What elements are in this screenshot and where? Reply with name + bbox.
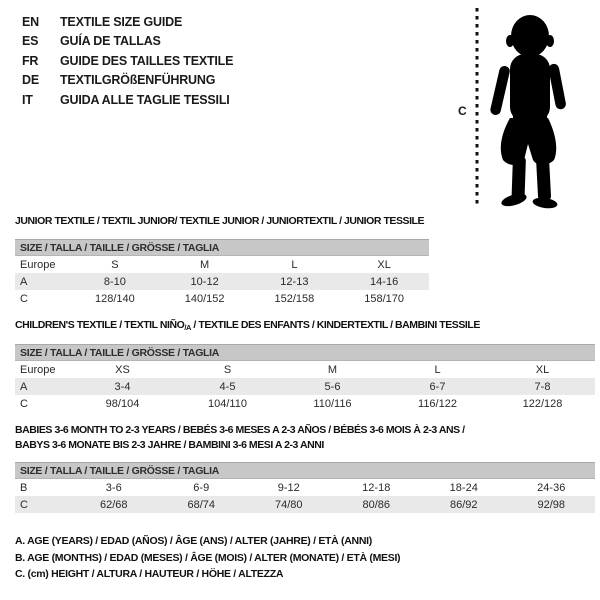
size-cell: 3-4 — [114, 380, 131, 393]
row-label: C — [20, 498, 28, 511]
language-code: IT — [22, 92, 33, 107]
row-label: Europe — [20, 363, 56, 376]
row-label: A — [20, 380, 28, 393]
size-cell: 140/152 — [184, 292, 225, 305]
language-list — [22, 12, 233, 110]
footnote-b: B. AGE (MONTHS) / EDAD (MESES) / ÂGE (MOIS) / ALTER (MONATE) / ETÀ (MESI) — [15, 551, 401, 564]
size-cell: 14-16 — [370, 275, 399, 288]
size-cell: 116/122 — [418, 397, 457, 410]
size-cell: 6-7 — [429, 380, 446, 393]
language-row-en — [22, 12, 233, 32]
junior-size-table — [15, 239, 429, 307]
size-cell: 152/158 — [274, 292, 315, 305]
size-cell: 74/80 — [274, 498, 303, 511]
language-row-de — [22, 71, 233, 91]
table-row — [15, 496, 595, 513]
size-table-header: SIZE / TALLA / TAILLE / GRÖSSE / TAGLIA — [15, 239, 429, 256]
babies-heading-line2: BABYS 3-6 MONATE BIS 2-3 JAHRE / BAMBINI 3-6 MESI A 2-3 ANNI — [15, 439, 324, 451]
size-cell: 18-24 — [449, 481, 478, 494]
row-label: C — [20, 397, 28, 410]
language-code: FR — [22, 53, 39, 68]
table-row — [15, 256, 429, 273]
language-code: DE — [22, 73, 39, 88]
size-cell: 3-6 — [105, 481, 122, 494]
size-cell: 12-18 — [362, 481, 391, 494]
size-cell: XS — [115, 363, 130, 376]
children-section-heading — [15, 318, 480, 335]
size-cell: M — [200, 258, 210, 271]
size-cell: 6-9 — [193, 481, 210, 494]
size-cell: S — [111, 258, 119, 271]
size-cell: 7-8 — [534, 380, 551, 393]
size-cell: 104/110 — [208, 397, 247, 410]
children-size-table — [15, 344, 595, 412]
table-row — [15, 395, 595, 412]
row-label: B — [20, 481, 28, 494]
size-cell: 86/92 — [449, 498, 478, 511]
babies-section-heading — [15, 423, 465, 453]
size-cell: 5-6 — [324, 380, 341, 393]
language-title: GUIDE DES TAILLES TEXTILE — [60, 53, 234, 68]
children-heading-sub: /A — [184, 323, 191, 332]
row-label: A — [20, 275, 28, 288]
size-cell: 98/104 — [105, 397, 140, 410]
size-cell: L — [291, 258, 298, 271]
language-row-fr — [22, 51, 233, 71]
size-table-header: SIZE / TALLA / TAILLE / GRÖSSE / TAGLIA — [15, 462, 595, 479]
size-cell: 12-13 — [280, 275, 309, 288]
size-cell: 110/116 — [313, 397, 352, 410]
toddler-silhouette-icon — [486, 10, 586, 210]
language-title: GUÍA DE TALLAS — [60, 34, 161, 49]
size-cell: L — [434, 363, 441, 376]
language-title: TEXTILE SIZE GUIDE — [60, 14, 183, 29]
table-row — [15, 273, 429, 290]
row-label: Europe — [20, 258, 56, 271]
children-heading-post: / TEXTILE DES ENFANTS / KINDERTEXTIL / BAMBINI TESSILE — [190, 319, 480, 331]
footnote-a: A. AGE (YEARS) / EDAD (AÑOS) / ÂGE (ANS) / ALTER (JAHRE) / ETÀ (ANNI) — [15, 535, 372, 547]
size-cell: 128/140 — [94, 292, 135, 305]
language-code: EN — [22, 14, 39, 29]
table-row — [15, 290, 429, 307]
language-row-es — [22, 32, 233, 52]
size-cell: XL — [377, 258, 391, 271]
row-label: C — [20, 292, 28, 305]
size-table-header: SIZE / TALLA / TAILLE / GRÖSSE / TAGLIA — [15, 344, 595, 361]
table-row — [15, 361, 595, 378]
size-cell: 8-10 — [103, 275, 126, 288]
language-row-it — [22, 90, 233, 110]
size-cell: 10-12 — [190, 275, 219, 288]
size-cell: 158/170 — [364, 292, 404, 305]
babies-size-table — [15, 462, 595, 513]
language-title: GUIDA ALLE TAGLIE TESSILI — [60, 92, 230, 107]
language-title: TEXTILGRÖßENFÜHRUNG — [60, 73, 216, 88]
size-cell: 62/68 — [99, 498, 128, 511]
size-cell: 92/98 — [537, 498, 566, 511]
dashed-height-line-icon — [474, 8, 480, 208]
size-cell: S — [223, 363, 232, 376]
size-cell: 122/128 — [522, 397, 563, 410]
junior-section-heading: JUNIOR TEXTILE / TEXTIL JUNIOR/ TEXTILE JUNIOR / JUNIORTEXTIL / JUNIOR TESSILE — [15, 215, 425, 227]
footnote-c: C. (cm) HEIGHT / ALTURA / HAUTEUR / HÖHE / ALTEZZA — [15, 568, 284, 580]
footnotes — [15, 533, 400, 583]
height-figure — [450, 4, 595, 210]
size-cell: 80/86 — [362, 498, 391, 511]
children-heading-pre: CHILDREN'S TEXTILE / TEXTIL NIÑO — [15, 319, 185, 331]
size-cell: 4-5 — [219, 380, 236, 393]
size-cell: 9-12 — [277, 481, 300, 494]
babies-heading-line1: BABIES 3-6 MONTH TO 2-3 YEARS / BEBÉS 3-6 MESES A 2-3 AÑOS / BÉBÉS 3-6 MOIS À 2-3 ANS / — [15, 424, 465, 436]
table-row — [15, 378, 595, 395]
language-code: ES — [22, 34, 39, 49]
size-cell: XL — [535, 363, 550, 376]
size-cell: 24-36 — [537, 481, 566, 494]
height-measure-label: C — [458, 104, 467, 118]
size-cell: 68/74 — [187, 498, 216, 511]
size-cell: M — [327, 363, 338, 376]
table-row — [15, 479, 595, 496]
